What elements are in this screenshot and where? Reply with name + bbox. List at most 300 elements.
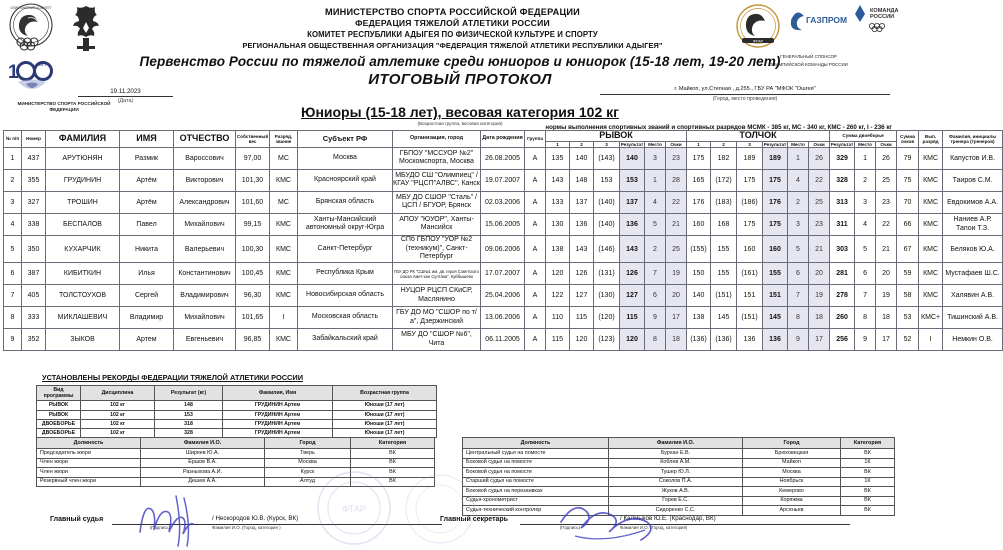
row-birthdate: 15.06.2005 [481, 213, 525, 235]
row-snatch-3: (140) [594, 213, 620, 235]
row-cj-place: 5 [788, 235, 809, 262]
row-weigh-num: 338 [22, 213, 46, 235]
row-cj-1: 165 [687, 169, 711, 191]
row-snatch-3: (143) [594, 147, 620, 169]
row-sum-points: 70 [897, 191, 919, 213]
row-snatch-result: 137 [620, 191, 645, 213]
chief-secretary-name-caption: Фамилия И.О. (Город, категория) [620, 525, 688, 530]
date-caption: (Дата) [117, 98, 134, 104]
row-organization: МБУ ДО СШОР "Сталь" / ЦСП / БГУОР, Брянск [393, 191, 481, 213]
row-rank-title: КМС [270, 213, 298, 235]
row-patronymic: Михайлович [174, 307, 236, 329]
row-total: 313 [830, 191, 855, 213]
jury-th-3: Категория [351, 438, 435, 449]
row-cj-place: 4 [788, 169, 809, 191]
official-city: Москва [265, 458, 351, 468]
row-snatch-1: 110 [546, 307, 570, 329]
record-program: РЫВОК [37, 410, 81, 419]
row-coach: Наниев А.Р. Тапои Т.З. [943, 213, 1003, 235]
row-snatch-points: 22 [666, 191, 687, 213]
row-snatch-place: 6 [645, 285, 666, 307]
row-snatch-2: 140 [570, 147, 594, 169]
official-post: Старший судья на помосте [463, 477, 609, 487]
results-table [3, 130, 1003, 351]
row-total-place: 5 [855, 235, 876, 262]
svg-text:ФТАР: ФТАР [752, 38, 764, 44]
th-snatch-result: Результат [620, 141, 644, 147]
th-cleanjerk: ТОЛЧОК [687, 131, 830, 142]
row-cj-2: 155 [711, 263, 737, 285]
row-snatch-place: 7 [645, 263, 666, 285]
official-name: Разныхова А.И. [141, 468, 265, 478]
referees-row [463, 487, 895, 497]
team-russia-logo [850, 2, 899, 38]
official-category: ВК [841, 487, 895, 497]
row-cj-place: 8 [788, 307, 809, 329]
row-sum-points: 53 [897, 307, 919, 329]
row-group: А [525, 191, 546, 213]
records-th-3: Фамилия, Имя [223, 386, 333, 401]
event-place: г. Майкоп, ул.Степная , д.255., ГБУ РА "МФОК "Ошгея" [600, 86, 890, 95]
referees-row [463, 468, 895, 478]
row-cj-place: 9 [788, 329, 809, 351]
row-cj-1: 160 [687, 213, 711, 235]
record-result: 148 [155, 401, 223, 410]
row-weigh-num: 405 [22, 285, 46, 307]
weight-category-title: Юниоры (15-18 лет), весовая категория 102 кг [301, 104, 619, 120]
row-patronymic: Вароссович [174, 147, 236, 169]
row-cj-place: 7 [788, 285, 809, 307]
row-cj-3: (161) [737, 263, 763, 285]
records-th-2: Результат (кг) [155, 386, 223, 401]
th-rank-title: Разряд, звание [270, 131, 298, 148]
row-cj-place: 6 [788, 263, 809, 285]
official-name: Горев Е.С. [609, 496, 743, 506]
row-cj-3: 136 [737, 329, 763, 351]
row-cj-3: (151) [737, 307, 763, 329]
row-group: А [525, 329, 546, 351]
100-years-anniversary-logo [4, 56, 60, 100]
row-snatch-place: 4 [645, 191, 666, 213]
row-total: 328 [830, 169, 855, 191]
svg-text:КОМАНДА: КОМАНДА [870, 8, 899, 14]
official-category: 1К [841, 458, 895, 468]
th-cj-2: 2 [711, 141, 737, 147]
table-row [4, 263, 1003, 285]
row-sum-points: 67 [897, 235, 919, 262]
row-bodyweight: 100,45 [236, 263, 270, 285]
th-biathlon-sum: Сумма двоеборья [830, 131, 897, 142]
record-athlete: ГРУДИНИН Артем [223, 419, 333, 428]
th-total-result: Результат [830, 141, 854, 147]
row-total: 278 [830, 285, 855, 307]
weight-category-caption: (Возрастная группа, весовая категория) [417, 121, 503, 126]
row-total-place: 7 [855, 285, 876, 307]
row-cj-points: 19 [809, 285, 830, 307]
row-cj-place: 1 [788, 147, 809, 169]
row-num: 9 [4, 329, 22, 351]
row-sum-points: 75 [897, 169, 919, 191]
th-num: № п/п [4, 131, 22, 148]
row-birthdate: 26.08.2005 [481, 147, 525, 169]
official-city: Курск [265, 468, 351, 478]
row-num: 2 [4, 169, 22, 191]
chief-secretary-sign-caption: (Подпись) [559, 525, 581, 530]
row-region: Санкт-Петербург [298, 235, 393, 262]
official-post: Боковой судья на помосте [463, 468, 609, 478]
row-cj-points: 18 [809, 307, 830, 329]
row-total-points: 23 [876, 191, 897, 213]
row-firstname: Сергей [120, 285, 174, 307]
records-table-body [37, 401, 437, 438]
row-fulfilled-rank: КМС [919, 285, 943, 307]
row-firstname: Владимир [120, 307, 174, 329]
right-logo-caption-2: ОЛИМПИЙСКОЙ КОМАНДЫ РОССИИ [769, 61, 848, 67]
row-total-points: 22 [876, 213, 897, 235]
referees-row [463, 477, 895, 487]
results-header-row-1 [4, 131, 1003, 142]
row-fulfilled-rank: КМС [919, 147, 943, 169]
th-snatch-points: Очки [666, 141, 687, 147]
russian-coat-of-arms [64, 2, 108, 54]
row-patronymic: Евгеньевич [174, 329, 236, 351]
jury-header-row [37, 438, 435, 449]
referees-th-2: Город [743, 438, 841, 449]
row-weigh-num: 327 [22, 191, 46, 213]
row-birthdate: 02.03.2006 [481, 191, 525, 213]
row-rank-title: МС [270, 191, 298, 213]
th-region: Субъект РФ [298, 131, 393, 148]
row-num: 1 [4, 147, 22, 169]
row-total: 256 [830, 329, 855, 351]
official-stamp-1 [310, 468, 398, 548]
row-snatch-3: (130) [594, 285, 620, 307]
row-group: А [525, 263, 546, 285]
row-num: 5 [4, 235, 22, 262]
official-name: Жуков А.В. [609, 487, 743, 497]
row-coach: Капустов И.В. [943, 147, 1003, 169]
official-name: Коблев А.М. [609, 458, 743, 468]
row-birthdate: 13.06.2006 [481, 307, 525, 329]
table-row [4, 307, 1003, 329]
row-cj-2: 168 [711, 213, 737, 235]
row-rank-title: I [270, 307, 298, 329]
row-snatch-result: 127 [620, 285, 645, 307]
th-snatch: РЫВОК [546, 131, 687, 142]
row-organization: ГБУ ДО РК "СШ№1 им. дв. героя Советского союза Амет-хан Султана", Куйбышево [393, 263, 481, 285]
row-total-place: 9 [855, 329, 876, 351]
row-organization: НУЦОР РЦСП СКиСР, Маслянино [393, 285, 481, 307]
row-snatch-3: 153 [594, 169, 620, 191]
row-cj-result: 136 [763, 329, 788, 351]
official-post: Член жюри [37, 458, 141, 468]
th-cj-result: Результат [763, 141, 787, 147]
th-group: Группа [525, 131, 546, 148]
row-total: 281 [830, 263, 855, 285]
official-category: ВК [351, 449, 435, 459]
row-cj-result: 145 [763, 307, 788, 329]
records-th-4: Возрастная группа [333, 386, 437, 401]
row-region: Республика Крым [298, 263, 393, 285]
official-city: Коряжма [743, 496, 841, 506]
row-snatch-2: 148 [570, 169, 594, 191]
official-post: Резервный член жюри [37, 477, 141, 487]
official-category: ВК [351, 458, 435, 468]
th-cj-1: 1 [687, 141, 711, 147]
jury-th-2: Город [265, 438, 351, 449]
row-total: 329 [830, 147, 855, 169]
referees-th-1: Фамилия И.О. [609, 438, 743, 449]
row-snatch-1: 143 [546, 169, 570, 191]
row-snatch-2: 115 [570, 307, 594, 329]
th-snatch-place: Место [645, 141, 666, 147]
row-sum-points: 52 [897, 329, 919, 351]
row-num: 4 [4, 213, 22, 235]
row-cj-place: 2 [788, 191, 809, 213]
row-cj-3: 189 [737, 147, 763, 169]
row-surname: БЕСПАЛОВ [46, 213, 120, 235]
th-snatch-2: 2 [570, 141, 594, 147]
row-snatch-3: (120) [594, 307, 620, 329]
row-weigh-num: 355 [22, 169, 46, 191]
official-city: Арсеньев [743, 506, 841, 516]
records-th-0: Вид программы [37, 386, 81, 401]
row-weigh-num: 352 [22, 329, 46, 351]
records-row [37, 410, 437, 419]
row-snatch-result: 136 [620, 213, 645, 235]
row-cj-2: (151) [711, 285, 737, 307]
record-discipline: 102 кг [81, 419, 155, 428]
row-patronymic: Владимирович [174, 285, 236, 307]
chief-secretary-signature [555, 496, 685, 546]
th-cj-place: Место [788, 141, 809, 147]
table-row [4, 329, 1003, 351]
row-total-place: 3 [855, 191, 876, 213]
record-age-group: Юноши (17 лет) [333, 410, 437, 419]
official-city: Москва [743, 468, 841, 478]
row-bodyweight: 101,30 [236, 169, 270, 191]
row-snatch-result: 140 [620, 147, 645, 169]
records-table [36, 385, 437, 438]
record-result: 153 [155, 410, 223, 419]
row-cj-result: 160 [763, 235, 788, 262]
th-organization: Организация, город [393, 131, 481, 148]
row-bodyweight: 101,65 [236, 307, 270, 329]
svg-text:РОССИИ: РОССИИ [870, 14, 895, 20]
row-rank-title: КМС [270, 329, 298, 351]
row-organization: ГБУ ДО МО "СШОР по т/а", Дзержинский [393, 307, 481, 329]
row-cj-2: 182 [711, 147, 737, 169]
th-total-place: Место [855, 141, 876, 147]
row-birthdate: 17.07.2007 [481, 263, 525, 285]
row-total-points: 18 [876, 307, 897, 329]
svg-text:ОЛИМПИЙСКИЙ КОМИТЕТ: ОЛИМПИЙСКИЙ КОМИТЕТ [10, 6, 52, 10]
row-snatch-2: 136 [570, 213, 594, 235]
row-total: 260 [830, 307, 855, 329]
row-patronymic: Константинович [174, 263, 236, 285]
chief-judge-signature [132, 492, 242, 550]
row-snatch-points: 18 [666, 329, 687, 351]
row-cj-1: (155) [687, 235, 711, 262]
row-region: Москва [298, 147, 393, 169]
row-bodyweight: 101,60 [236, 191, 270, 213]
row-sum-points: 59 [897, 263, 919, 285]
row-region: Красноярский край [298, 169, 393, 191]
row-surname: АРУТЮНЯН [46, 147, 120, 169]
row-firstname: Илья [120, 263, 174, 285]
row-num: 3 [4, 191, 22, 213]
record-discipline: 102 кг [81, 401, 155, 410]
row-region: Ханты-Мансийский автономный округ-Югра [298, 213, 393, 235]
svg-text:ЛЕТ: ЛЕТ [37, 62, 47, 68]
organization-titles [180, 6, 725, 51]
date-block [78, 88, 173, 104]
row-snatch-1: 130 [546, 213, 570, 235]
row-snatch-result: 120 [620, 329, 645, 351]
row-organization: АПОУ "ЮУОР", Ханты-Мансийск [393, 213, 481, 235]
row-snatch-1: 120 [546, 263, 570, 285]
th-weigh-num: Номер [22, 131, 46, 148]
org-line-3: КОМИТЕТ РЕСПУБЛИКИ АДЫГЕЯ ПО ФИЗИЧЕСКОЙ КУЛЬТУРЕ И СПОРТУ [307, 30, 598, 40]
row-coach: Немкин О.В. [943, 329, 1003, 351]
th-sum-points: Сумма очков [897, 131, 919, 148]
official-name: Тушер Ю.Л. [609, 468, 743, 478]
row-cj-1: (136) [687, 329, 711, 351]
row-cj-1: 150 [687, 263, 711, 285]
row-coach: Беляков Ю.А. [943, 235, 1003, 262]
row-coach: Халявин А.В. [943, 285, 1003, 307]
row-cj-1: 140 [687, 285, 711, 307]
record-discipline: 102 кг [81, 410, 155, 419]
row-rank-title: КМС [270, 263, 298, 285]
record-athlete: ГРУДИНИН Артем [223, 429, 333, 438]
row-bodyweight: 99,15 [236, 213, 270, 235]
official-post: Боковой судья на перезанвках [463, 487, 609, 497]
row-birthdate: 09.06.2006 [481, 235, 525, 262]
table-row [4, 213, 1003, 235]
row-snatch-points: 21 [666, 213, 687, 235]
row-snatch-place: 8 [645, 329, 666, 351]
row-cj-3: (186) [737, 191, 763, 213]
row-snatch-1: 133 [546, 191, 570, 213]
th-cj-3: 3 [737, 141, 763, 147]
records-row [37, 419, 437, 428]
org-line-2: ФЕДЕРАЦИЯ ТЯЖЕЛОЙ АТЛЕТИКИ РОССИИ [355, 18, 550, 29]
official-city: Ноябрьск [743, 477, 841, 487]
chief-judge-sign-caption: (Подпись) [149, 525, 171, 530]
row-fulfilled-rank: КМС [919, 235, 943, 262]
row-rank-title: КМС [270, 169, 298, 191]
official-stamp-2 [400, 470, 480, 548]
record-age-group: Юноши (17 лет) [333, 419, 437, 428]
row-cj-2: 155 [711, 235, 737, 262]
svg-text:1: 1 [8, 62, 19, 83]
row-fulfilled-rank: КМС [919, 213, 943, 235]
official-city: Тверь [265, 449, 351, 459]
chief-secretary-name: / Калмыков Ю.Е. (Краснодар, ВК) [620, 515, 716, 522]
row-total-points: 21 [876, 235, 897, 262]
official-city: Майкоп [743, 458, 841, 468]
row-cj-1: 138 [687, 307, 711, 329]
row-snatch-place: 3 [645, 147, 666, 169]
row-patronymic: Викторович [174, 169, 236, 191]
row-group: А [525, 307, 546, 329]
row-total: 303 [830, 235, 855, 262]
row-snatch-points: 25 [666, 235, 687, 262]
qualification-norms: нормы выполнения спортивных званий и спортивных разрядов МСМК - 385 кг, МС - 340 кг, КМС - 260 кг, I - 236 кг [545, 124, 892, 131]
official-post: Судья-технический контролер [463, 506, 609, 516]
records-table-wrap [36, 385, 437, 438]
left-logo-caption: МИНИСТЕРСТВО СПОРТА РОССИЙСКОЙ ФЕДЕРАЦИИ [17, 101, 111, 112]
records-header-row [37, 386, 437, 401]
row-coach: Тишинский А.В. [943, 307, 1003, 329]
row-fulfilled-rank: I [919, 329, 943, 351]
row-cj-points: 17 [809, 329, 830, 351]
referees-row [463, 458, 895, 468]
table-row [4, 191, 1003, 213]
record-program: ДВОЕБОРЬЕ [37, 429, 81, 438]
results-table-body [4, 147, 1003, 350]
row-organization: СПб ГБПОУ "УОР №2 (техникум)", Санкт-Петербург [393, 235, 481, 262]
row-surname: КУХАРЧИК [46, 235, 120, 262]
records-row [37, 401, 437, 410]
row-snatch-2: 143 [570, 235, 594, 262]
place-block [600, 86, 890, 102]
row-snatch-result: 115 [620, 307, 645, 329]
row-group: А [525, 235, 546, 262]
row-sum-points: 58 [897, 285, 919, 307]
official-category: ВК [351, 468, 435, 478]
row-total-points: 25 [876, 169, 897, 191]
row-cj-result: 175 [763, 169, 788, 191]
row-birthdate: 25.04.2006 [481, 285, 525, 307]
row-num: 7 [4, 285, 22, 307]
row-coach: Таиров С.М. [943, 169, 1003, 191]
row-bodyweight: 97,00 [236, 147, 270, 169]
row-cj-1: 175 [687, 147, 711, 169]
th-snatch-1: 1 [546, 141, 570, 147]
org-line-1: МИНИСТЕРСТВО СПОРТА РОССИЙСКОЙ ФЕДЕРАЦИИ [325, 7, 580, 17]
row-surname: ГРУДИНИН [46, 169, 120, 191]
row-firstname: Артём [120, 191, 174, 213]
official-city: Кемерово [743, 487, 841, 497]
record-athlete: ГРУДИНИН Артем [223, 410, 333, 419]
row-total-points: 26 [876, 147, 897, 169]
official-name: Ширяев Ю.А. [141, 449, 265, 459]
event-title: Первенство России по тяжелой атлетике среди юниоров и юниорок (15-18 лет, 19-20 лет) [139, 54, 781, 69]
jury-row [37, 458, 435, 468]
row-fulfilled-rank: КМС [919, 191, 943, 213]
official-category: ВК [841, 496, 895, 506]
row-birthdate: 19.07.2007 [481, 169, 525, 191]
official-city: Алтуд [265, 477, 351, 487]
row-firstname: Никита [120, 235, 174, 262]
row-cj-2: (183) [711, 191, 737, 213]
record-athlete: ГРУДИНИН Артем [223, 401, 333, 410]
th-total-points: Очки [876, 141, 897, 147]
row-cj-points: 21 [809, 235, 830, 262]
row-cj-points: 20 [809, 263, 830, 285]
official-name: Дешев А.А. [141, 477, 265, 487]
referees-row [463, 449, 895, 459]
row-snatch-2: 137 [570, 191, 594, 213]
row-region: Брянская область [298, 191, 393, 213]
row-cj-points: 25 [809, 191, 830, 213]
row-bodyweight: 96,30 [236, 285, 270, 307]
row-snatch-points: 17 [666, 307, 687, 329]
row-snatch-place: 5 [645, 213, 666, 235]
row-cj-result: 189 [763, 147, 788, 169]
